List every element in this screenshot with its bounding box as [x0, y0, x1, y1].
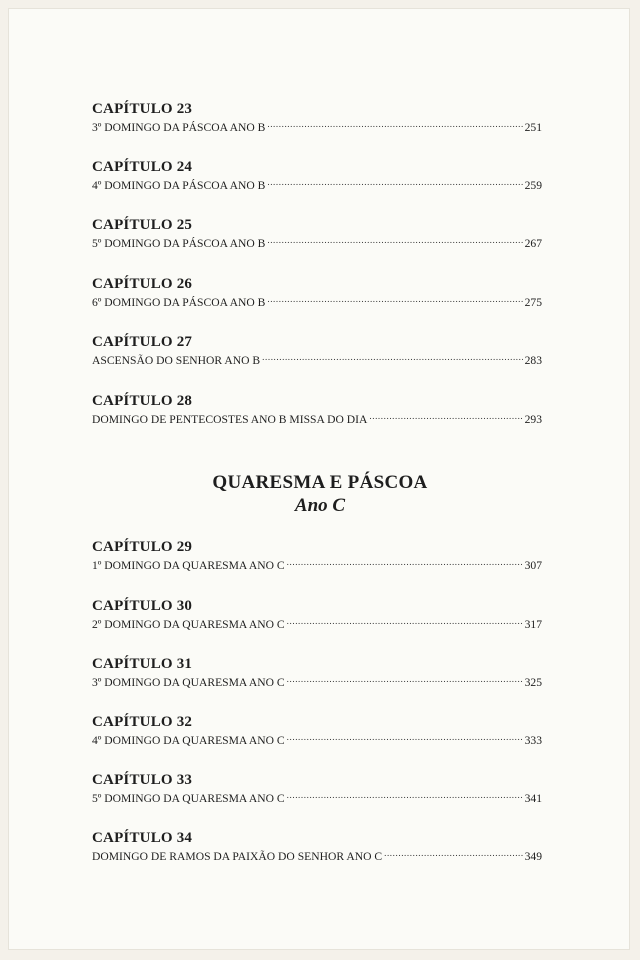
page-number: 267 — [524, 237, 542, 250]
toc-entry[interactable] — [92, 771, 542, 806]
chapter-line — [92, 411, 542, 427]
dot-leader — [369, 411, 522, 423]
chapter-title: 6º DOMINGO DA PÁSCOA ANO B — [92, 296, 266, 309]
chapter-title: 4º DOMINGO DA QUARESMA ANO C — [92, 734, 285, 747]
dot-leader — [267, 119, 522, 131]
chapter-number: CAPÍTULO 24 — [92, 159, 193, 175]
chapter-line — [92, 557, 542, 573]
chapter-number: CAPÍTULO 25 — [92, 217, 193, 233]
section-subtitle: Ano C — [294, 495, 346, 516]
chapter-number: CAPÍTULO 29 — [92, 539, 193, 555]
chapter-title: DOMINGO DE RAMOS DA PAIXÃO DO SENHOR ANO C — [92, 850, 383, 863]
dot-leader — [287, 674, 523, 686]
page-number: 317 — [524, 618, 542, 631]
chapter-line — [92, 177, 542, 193]
chapter-number: CAPÍTULO 30 — [92, 598, 193, 614]
dot-leader — [267, 294, 522, 306]
chapter-number: CAPÍTULO 27 — [92, 334, 193, 350]
chapter-title: 5º DOMINGO DA PÁSCOA ANO B — [92, 237, 266, 250]
page-number: 333 — [524, 734, 542, 747]
toc-entry[interactable] — [92, 216, 542, 251]
chapter-line — [92, 732, 542, 748]
chapter-title: 2º DOMINGO DA QUARESMA ANO C — [92, 618, 285, 631]
page-number: 341 — [524, 792, 542, 805]
page-number: 275 — [524, 296, 542, 309]
page-number: 293 — [524, 413, 542, 426]
section-title: QUARESMA E PÁSCOA — [212, 472, 428, 493]
chapter-number: CAPÍTULO 26 — [92, 276, 193, 292]
page-number: 251 — [524, 121, 542, 134]
chapter-title: ASCENSÃO DO SENHOR ANO B — [92, 354, 261, 367]
chapter-number: CAPÍTULO 33 — [92, 772, 193, 788]
chapter-title: 4º DOMINGO DA PÁSCOA ANO B — [92, 179, 266, 192]
toc-entry[interactable] — [92, 100, 542, 135]
page-number: 325 — [524, 676, 542, 689]
chapter-line — [92, 235, 542, 251]
chapter-line — [92, 294, 542, 310]
section-heading — [0, 472, 640, 518]
chapter-number: CAPÍTULO 31 — [92, 656, 193, 672]
toc-entry[interactable] — [92, 392, 542, 427]
toc-entry[interactable] — [92, 158, 542, 193]
dot-leader — [267, 177, 522, 189]
toc-entry[interactable] — [92, 538, 542, 573]
dot-leader — [287, 732, 523, 744]
chapter-line — [92, 674, 542, 690]
chapter-line — [92, 352, 542, 368]
toc-entry[interactable] — [92, 597, 542, 632]
chapter-number: CAPÍTULO 34 — [92, 830, 193, 846]
dot-leader — [262, 352, 522, 364]
toc-entry[interactable] — [92, 829, 542, 864]
chapter-title: 3º DOMINGO DA PÁSCOA ANO B — [92, 121, 266, 134]
dot-leader — [287, 557, 523, 569]
page-number: 349 — [524, 850, 542, 863]
dot-leader — [287, 790, 523, 802]
chapter-line — [92, 790, 542, 806]
page-number: 283 — [524, 354, 542, 367]
page-number: 259 — [524, 179, 542, 192]
dot-leader — [267, 235, 522, 247]
chapter-title: 1º DOMINGO DA QUARESMA ANO C — [92, 559, 285, 572]
toc-entry[interactable] — [92, 275, 542, 310]
dot-leader — [287, 616, 523, 628]
chapter-line — [92, 848, 542, 864]
toc-entry[interactable] — [92, 713, 542, 748]
page-number: 307 — [524, 559, 542, 572]
chapter-title: 5º DOMINGO DA QUARESMA ANO C — [92, 792, 285, 805]
chapter-number: CAPÍTULO 32 — [92, 714, 193, 730]
toc-entry[interactable] — [92, 333, 542, 368]
chapter-line — [92, 119, 542, 135]
chapter-title: 3º DOMINGO DA QUARESMA ANO C — [92, 676, 285, 689]
chapter-number: CAPÍTULO 28 — [92, 393, 193, 409]
chapter-title: DOMINGO DE PENTECOSTES ANO B MISSA DO DIA — [92, 413, 368, 426]
chapter-line — [92, 616, 542, 632]
toc-entry[interactable] — [92, 655, 542, 690]
dot-leader — [384, 848, 523, 860]
chapter-number: CAPÍTULO 23 — [92, 101, 193, 117]
